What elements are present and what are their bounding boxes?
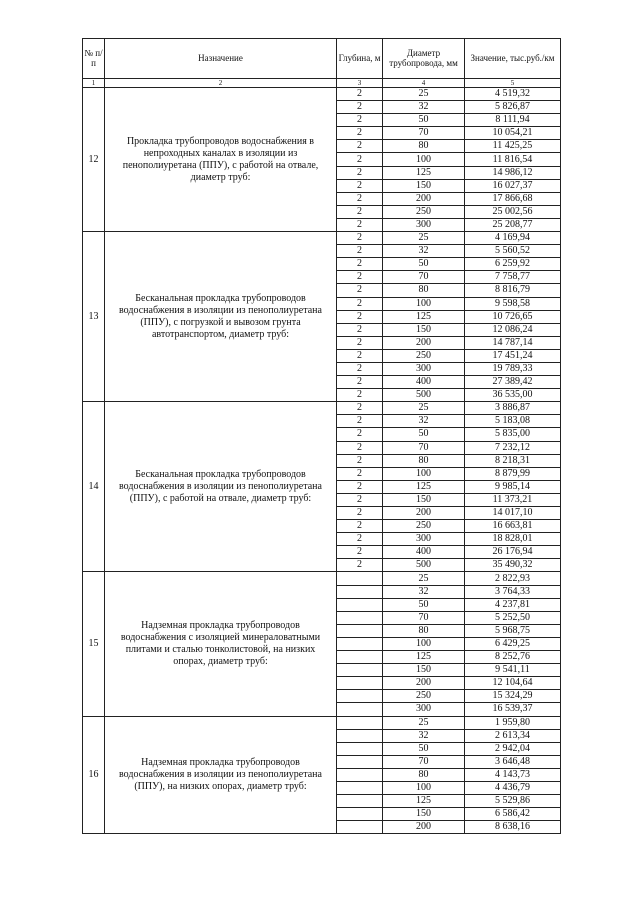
value-cell: 3 886,87 bbox=[465, 402, 561, 415]
diameter-cell: 300 bbox=[383, 533, 465, 546]
depth-cell bbox=[337, 781, 383, 794]
depth-cell bbox=[337, 755, 383, 768]
section-description: Бесканальная прокладка трубопроводов водоснабжения в изоляции из пенополиуретана (ППУ), с погрузкой и вывозом грунта автотранспортом, диаметр труб: bbox=[105, 232, 337, 402]
depth-cell: 2 bbox=[337, 362, 383, 375]
value-cell: 4 519,32 bbox=[465, 88, 561, 101]
diameter-cell: 400 bbox=[383, 546, 465, 559]
depth-cell: 2 bbox=[337, 336, 383, 349]
diameter-cell: 150 bbox=[383, 179, 465, 192]
value-cell: 8 816,79 bbox=[465, 284, 561, 297]
column-index: 2 bbox=[105, 79, 337, 88]
diameter-cell: 70 bbox=[383, 271, 465, 284]
value-cell: 5 835,00 bbox=[465, 428, 561, 441]
depth-cell bbox=[337, 703, 383, 716]
depth-cell: 2 bbox=[337, 507, 383, 520]
diameter-cell: 70 bbox=[383, 441, 465, 454]
value-cell: 4 143,73 bbox=[465, 768, 561, 781]
diameter-cell: 25 bbox=[383, 88, 465, 101]
depth-cell: 2 bbox=[337, 480, 383, 493]
depth-cell: 2 bbox=[337, 232, 383, 245]
diameter-cell: 125 bbox=[383, 651, 465, 664]
depth-cell: 2 bbox=[337, 179, 383, 192]
diameter-cell: 80 bbox=[383, 768, 465, 781]
header-depth: Глубина, м bbox=[337, 39, 383, 79]
value-cell: 12 086,24 bbox=[465, 323, 561, 336]
value-cell: 35 490,32 bbox=[465, 559, 561, 572]
diameter-cell: 100 bbox=[383, 153, 465, 166]
value-cell: 4 436,79 bbox=[465, 781, 561, 794]
value-cell: 5 826,87 bbox=[465, 101, 561, 114]
diameter-cell: 50 bbox=[383, 428, 465, 441]
diameter-cell: 80 bbox=[383, 454, 465, 467]
column-index: 5 bbox=[465, 79, 561, 88]
diameter-cell: 125 bbox=[383, 166, 465, 179]
diameter-cell: 200 bbox=[383, 821, 465, 834]
column-index: 4 bbox=[383, 79, 465, 88]
depth-cell: 2 bbox=[337, 88, 383, 101]
value-cell: 36 535,00 bbox=[465, 389, 561, 402]
depth-cell bbox=[337, 637, 383, 650]
depth-cell bbox=[337, 598, 383, 611]
depth-cell: 2 bbox=[337, 323, 383, 336]
header-purpose: Назначение bbox=[105, 39, 337, 79]
diameter-cell: 50 bbox=[383, 742, 465, 755]
value-cell: 17 866,68 bbox=[465, 192, 561, 205]
depth-cell bbox=[337, 624, 383, 637]
diameter-cell: 400 bbox=[383, 376, 465, 389]
depth-cell: 2 bbox=[337, 284, 383, 297]
section-number: 13 bbox=[83, 232, 105, 402]
depth-cell: 2 bbox=[337, 127, 383, 140]
depth-cell bbox=[337, 664, 383, 677]
diameter-cell: 150 bbox=[383, 664, 465, 677]
diameter-cell: 25 bbox=[383, 716, 465, 729]
depth-cell bbox=[337, 795, 383, 808]
value-cell: 16 663,81 bbox=[465, 520, 561, 533]
section-number: 16 bbox=[83, 716, 105, 834]
depth-cell bbox=[337, 768, 383, 781]
value-cell: 2 613,34 bbox=[465, 729, 561, 742]
value-cell: 11 425,25 bbox=[465, 140, 561, 153]
depth-cell: 2 bbox=[337, 310, 383, 323]
diameter-cell: 32 bbox=[383, 729, 465, 742]
diameter-cell: 100 bbox=[383, 637, 465, 650]
table-row bbox=[83, 88, 561, 101]
diameter-cell: 250 bbox=[383, 520, 465, 533]
value-cell: 2 822,93 bbox=[465, 572, 561, 585]
diameter-cell: 200 bbox=[383, 336, 465, 349]
depth-cell: 2 bbox=[337, 415, 383, 428]
depth-cell: 2 bbox=[337, 441, 383, 454]
diameter-cell: 300 bbox=[383, 362, 465, 375]
diameter-cell: 150 bbox=[383, 323, 465, 336]
depth-cell bbox=[337, 742, 383, 755]
diameter-cell: 150 bbox=[383, 493, 465, 506]
depth-cell: 2 bbox=[337, 271, 383, 284]
depth-cell bbox=[337, 651, 383, 664]
depth-cell bbox=[337, 690, 383, 703]
table-row bbox=[83, 716, 561, 729]
diameter-cell: 125 bbox=[383, 480, 465, 493]
diameter-cell: 100 bbox=[383, 297, 465, 310]
diameter-cell: 500 bbox=[383, 389, 465, 402]
value-cell: 6 429,25 bbox=[465, 637, 561, 650]
diameter-cell: 200 bbox=[383, 192, 465, 205]
table-row bbox=[83, 402, 561, 415]
value-cell: 14 787,14 bbox=[465, 336, 561, 349]
value-cell: 8 218,31 bbox=[465, 454, 561, 467]
depth-cell bbox=[337, 716, 383, 729]
diameter-cell: 300 bbox=[383, 218, 465, 231]
diameter-cell: 25 bbox=[383, 232, 465, 245]
depth-cell bbox=[337, 677, 383, 690]
depth-cell bbox=[337, 611, 383, 624]
diameter-cell: 250 bbox=[383, 349, 465, 362]
header-value: Значение, тыс.руб./км bbox=[465, 39, 561, 79]
diameter-cell: 80 bbox=[383, 624, 465, 637]
value-cell: 8 111,94 bbox=[465, 114, 561, 127]
value-cell: 8 638,16 bbox=[465, 821, 561, 834]
depth-cell: 2 bbox=[337, 205, 383, 218]
depth-cell: 2 bbox=[337, 297, 383, 310]
diameter-cell: 50 bbox=[383, 258, 465, 271]
value-cell: 5 529,86 bbox=[465, 795, 561, 808]
diameter-cell: 100 bbox=[383, 467, 465, 480]
depth-cell: 2 bbox=[337, 192, 383, 205]
diameter-cell: 80 bbox=[383, 284, 465, 297]
value-cell: 10 726,65 bbox=[465, 310, 561, 323]
depth-cell: 2 bbox=[337, 258, 383, 271]
diameter-cell: 250 bbox=[383, 690, 465, 703]
section-number: 14 bbox=[83, 402, 105, 572]
value-cell: 8 879,99 bbox=[465, 467, 561, 480]
value-cell: 2 942,04 bbox=[465, 742, 561, 755]
column-index: 3 bbox=[337, 79, 383, 88]
diameter-cell: 32 bbox=[383, 585, 465, 598]
diameter-cell: 125 bbox=[383, 310, 465, 323]
value-cell: 15 324,29 bbox=[465, 690, 561, 703]
value-cell: 16 027,37 bbox=[465, 179, 561, 192]
diameter-cell: 80 bbox=[383, 140, 465, 153]
column-index-row bbox=[83, 79, 561, 88]
value-cell: 6 259,92 bbox=[465, 258, 561, 271]
depth-cell bbox=[337, 585, 383, 598]
diameter-cell: 25 bbox=[383, 572, 465, 585]
section-number: 15 bbox=[83, 572, 105, 716]
value-cell: 11 373,21 bbox=[465, 493, 561, 506]
value-cell: 3 764,33 bbox=[465, 585, 561, 598]
depth-cell: 2 bbox=[337, 140, 383, 153]
section-description: Надземная прокладка трубопроводов водоснабжения с изоляцией минераловатными плитами и сталью тонколистовой, на низких опорах, диаметр труб: bbox=[105, 572, 337, 716]
depth-cell: 2 bbox=[337, 389, 383, 402]
value-cell: 5 560,52 bbox=[465, 245, 561, 258]
value-cell: 9 985,14 bbox=[465, 480, 561, 493]
diameter-cell: 25 bbox=[383, 402, 465, 415]
diameter-cell: 50 bbox=[383, 598, 465, 611]
diameter-cell: 150 bbox=[383, 808, 465, 821]
depth-cell: 2 bbox=[337, 467, 383, 480]
value-cell: 3 646,48 bbox=[465, 755, 561, 768]
depth-cell: 2 bbox=[337, 101, 383, 114]
value-cell: 5 252,50 bbox=[465, 611, 561, 624]
depth-cell: 2 bbox=[337, 559, 383, 572]
diameter-cell: 100 bbox=[383, 781, 465, 794]
column-index: 1 bbox=[83, 79, 105, 88]
value-cell: 7 232,12 bbox=[465, 441, 561, 454]
depth-cell bbox=[337, 572, 383, 585]
value-cell: 18 828,01 bbox=[465, 533, 561, 546]
diameter-cell: 250 bbox=[383, 205, 465, 218]
depth-cell: 2 bbox=[337, 546, 383, 559]
diameter-cell: 70 bbox=[383, 127, 465, 140]
value-cell: 8 252,76 bbox=[465, 651, 561, 664]
cost-table bbox=[82, 38, 561, 834]
depth-cell: 2 bbox=[337, 349, 383, 362]
value-cell: 1 959,80 bbox=[465, 716, 561, 729]
table-row bbox=[83, 572, 561, 585]
depth-cell: 2 bbox=[337, 402, 383, 415]
diameter-cell: 500 bbox=[383, 559, 465, 572]
table-row bbox=[83, 232, 561, 245]
section-description: Прокладка трубопроводов водоснабжения в непроходных каналах в изоляции из пенополиуретана (ППУ), с работой на отвале, диаметр труб: bbox=[105, 88, 337, 232]
depth-cell bbox=[337, 729, 383, 742]
depth-cell: 2 bbox=[337, 533, 383, 546]
depth-cell: 2 bbox=[337, 218, 383, 231]
value-cell: 6 586,42 bbox=[465, 808, 561, 821]
value-cell: 9 598,58 bbox=[465, 297, 561, 310]
value-cell: 14 986,12 bbox=[465, 166, 561, 179]
value-cell: 10 054,21 bbox=[465, 127, 561, 140]
value-cell: 11 816,54 bbox=[465, 153, 561, 166]
depth-cell: 2 bbox=[337, 166, 383, 179]
header-diameter: Диаметр трубопровода, мм bbox=[383, 39, 465, 79]
depth-cell bbox=[337, 821, 383, 834]
header-row bbox=[83, 39, 561, 79]
value-cell: 12 104,64 bbox=[465, 677, 561, 690]
value-cell: 16 539,37 bbox=[465, 703, 561, 716]
value-cell: 27 389,42 bbox=[465, 376, 561, 389]
depth-cell: 2 bbox=[337, 428, 383, 441]
value-cell: 19 789,33 bbox=[465, 362, 561, 375]
diameter-cell: 32 bbox=[383, 245, 465, 258]
depth-cell: 2 bbox=[337, 493, 383, 506]
diameter-cell: 70 bbox=[383, 755, 465, 768]
diameter-cell: 300 bbox=[383, 703, 465, 716]
section-number: 12 bbox=[83, 88, 105, 232]
table-body bbox=[83, 88, 561, 834]
depth-cell: 2 bbox=[337, 153, 383, 166]
diameter-cell: 125 bbox=[383, 795, 465, 808]
depth-cell: 2 bbox=[337, 520, 383, 533]
depth-cell: 2 bbox=[337, 454, 383, 467]
value-cell: 25 002,56 bbox=[465, 205, 561, 218]
header-number: № п/п bbox=[83, 39, 105, 79]
diameter-cell: 50 bbox=[383, 114, 465, 127]
depth-cell: 2 bbox=[337, 376, 383, 389]
depth-cell: 2 bbox=[337, 245, 383, 258]
depth-cell: 2 bbox=[337, 114, 383, 127]
value-cell: 4 169,94 bbox=[465, 232, 561, 245]
value-cell: 5 968,75 bbox=[465, 624, 561, 637]
diameter-cell: 200 bbox=[383, 677, 465, 690]
depth-cell bbox=[337, 808, 383, 821]
value-cell: 14 017,10 bbox=[465, 507, 561, 520]
value-cell: 17 451,24 bbox=[465, 349, 561, 362]
section-description: Бесканальная прокладка трубопроводов водоснабжения в изоляции из пенополиуретана (ППУ), с работой на отвале, диаметр труб: bbox=[105, 402, 337, 572]
value-cell: 4 237,81 bbox=[465, 598, 561, 611]
diameter-cell: 200 bbox=[383, 507, 465, 520]
value-cell: 9 541,11 bbox=[465, 664, 561, 677]
section-description: Надземная прокладка трубопроводов водоснабжения в изоляции из пенополиуретана (ППУ), на низких опорах, диаметр труб: bbox=[105, 716, 337, 834]
diameter-cell: 32 bbox=[383, 101, 465, 114]
value-cell: 5 183,08 bbox=[465, 415, 561, 428]
diameter-cell: 32 bbox=[383, 415, 465, 428]
value-cell: 7 758,77 bbox=[465, 271, 561, 284]
diameter-cell: 70 bbox=[383, 611, 465, 624]
value-cell: 26 176,94 bbox=[465, 546, 561, 559]
value-cell: 25 208,77 bbox=[465, 218, 561, 231]
